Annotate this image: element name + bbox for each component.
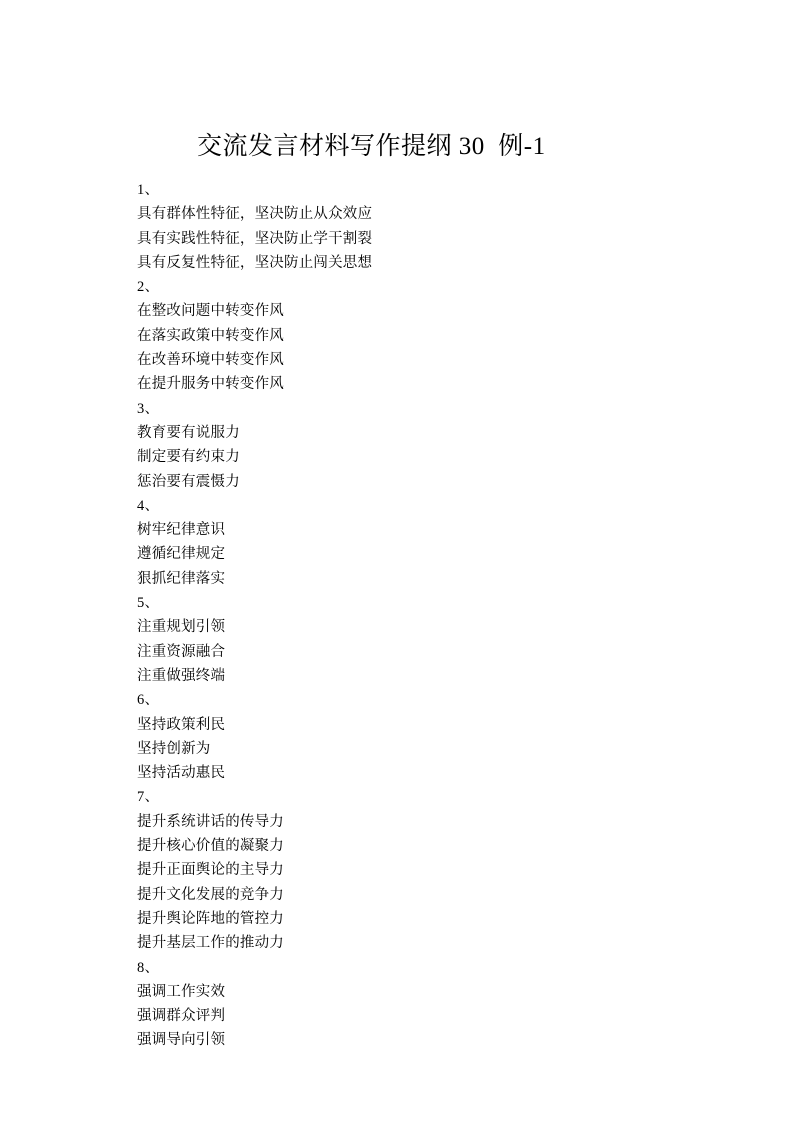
section-line: 狠抓纪律落实 <box>137 570 226 587</box>
section-line: 提升系统讲话的传导力 <box>137 813 284 830</box>
section-line: 树牢纪律意识 <box>137 522 226 539</box>
page-title: 交流发言材料写作提纲 30 例-1 <box>197 133 546 160</box>
section-line: 遵循纪律规定 <box>137 546 226 563</box>
section-number: 4、 <box>137 497 160 514</box>
section-line: 坚持创新为 <box>137 740 211 757</box>
section-line: 提升基层工作的推动力 <box>137 935 284 952</box>
section-line: 具有群体性特征，坚决防止从众效应 <box>137 206 373 223</box>
section-number: 1、 <box>137 182 160 198</box>
section-line: 惩治要有震慑力 <box>137 473 240 490</box>
section-number: 8、 <box>137 959 160 976</box>
section-number: 6、 <box>137 692 160 709</box>
section-number: 2、 <box>137 279 160 296</box>
section-line: 具有反复性特征，坚决防止闯关思想 <box>137 254 373 271</box>
section-line: 在落实政策中转变作风 <box>137 327 284 344</box>
section-line: 提升舆论阵地的管控力 <box>137 910 284 927</box>
section-line: 制定要有约束力 <box>137 449 240 466</box>
section-line: 在改善环境中转变作风 <box>137 352 284 369</box>
section-line: 注重资源融合 <box>137 643 226 660</box>
section-line: 提升核心价值的凝聚力 <box>137 838 284 855</box>
section-number: 3、 <box>137 400 160 417</box>
section-line: 强调工作实效 <box>137 983 226 1000</box>
section-line: 强调导向引领 <box>137 1032 226 1049</box>
section-line: 具有实践性特征，坚决防止学干割裂 <box>137 230 373 247</box>
section-line: 在整改问题中转变作风 <box>137 303 284 320</box>
section-line: 坚持政策利民 <box>137 716 226 733</box>
document-content <box>137 130 677 1053</box>
section-line: 在提升服务中转变作风 <box>137 376 284 393</box>
section-line: 强调群众评判 <box>137 1008 226 1025</box>
section-line: 提升正面舆论的主导力 <box>137 862 284 879</box>
section-line: 坚持活动惠民 <box>137 765 226 782</box>
section-line: 教育要有说服力 <box>137 424 240 441</box>
section-number: 5、 <box>137 595 160 612</box>
section-line: 注重规划引领 <box>137 619 226 636</box>
section-line: 注重做强终端 <box>137 667 226 684</box>
section-line: 提升文化发展的竞争力 <box>137 886 284 903</box>
document-body <box>137 178 677 1053</box>
section-number: 7、 <box>137 789 160 806</box>
